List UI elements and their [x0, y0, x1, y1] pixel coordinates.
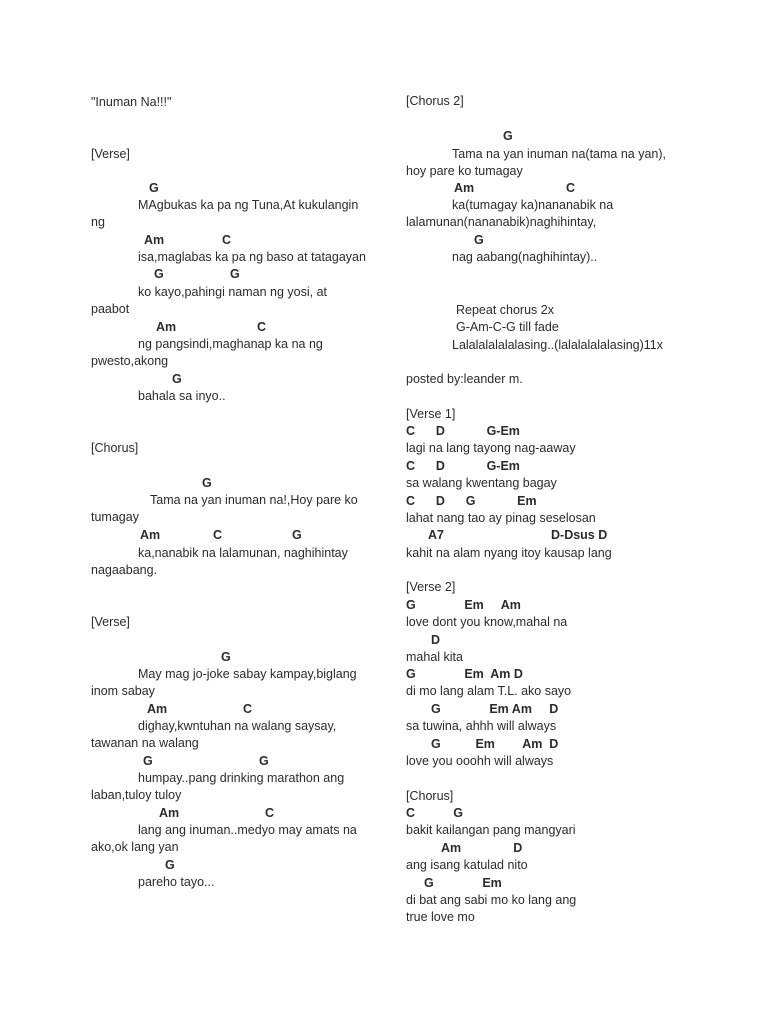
chord: G: [474, 233, 484, 247]
lyric-line: love dont you know,mahal na: [406, 615, 568, 629]
chord: C: [243, 702, 253, 716]
lyric-line: laban,tuloy tuloy: [91, 788, 182, 802]
chord: G: [149, 181, 159, 195]
chord: C: [222, 233, 232, 247]
lyric-line: Tama na yan inuman na!,Hoy pare ko: [150, 493, 358, 507]
section-label-verse-1: [Verse 1]: [406, 407, 456, 421]
lyric-line: mahal kita: [406, 650, 463, 664]
chord: A7: [428, 528, 444, 542]
chord-line: G Em: [424, 876, 502, 890]
section-label-chorus-2: [Chorus 2]: [406, 94, 464, 108]
lyric-line: isa,maglabas ka pa ng baso at tatagayan: [138, 250, 366, 264]
lyric-line: ka,nanabik na lalamunan, naghihintay: [138, 546, 348, 560]
lyric-line: hoy pare ko tumagay: [406, 164, 523, 178]
chord: Am: [156, 320, 177, 334]
lyric-line: MAgbukas ka pa ng Tuna,At kukulangin: [138, 198, 359, 212]
chord-line: G Em Am D: [431, 737, 559, 751]
chord-line: C D G-Em: [406, 424, 520, 438]
lyric-line: inom sabay: [91, 684, 155, 698]
song-title: "Inuman Na!!!": [91, 95, 172, 109]
lyric-line: sa tuwina, ahhh will always: [406, 719, 557, 733]
lyric-line: pwesto,akong: [91, 354, 169, 368]
lyric-line: true love mo: [406, 910, 475, 924]
chord-line: G Em Am D: [406, 667, 523, 681]
chord: C: [566, 181, 576, 195]
section-label-verse: [Verse]: [91, 615, 130, 629]
lyric-line: Lalalalalalalasing..(lalalalalalasing)11x: [452, 338, 664, 352]
lyric-line: ang isang katulad nito: [406, 858, 528, 872]
lyric-line: bahala sa inyo..: [138, 389, 226, 403]
lyric-line: lang ang inuman..medyo may amats na: [138, 823, 357, 837]
lyric-line: sa walang kwentang bagay: [406, 476, 557, 490]
lyric-line: kahit na alam nyang itoy kausap lang: [406, 546, 612, 560]
lyric-line: pareho tayo...: [138, 875, 215, 889]
chord: Am: [159, 806, 180, 820]
chord: G: [221, 650, 231, 664]
chord-line: C G: [406, 806, 463, 820]
section-label-chorus: [Chorus]: [406, 789, 454, 803]
chord: G: [143, 754, 153, 768]
chord: G: [503, 129, 513, 143]
chord: Am: [140, 528, 161, 542]
chord-line: C D G-Em: [406, 459, 520, 473]
chord: Am: [454, 181, 475, 195]
lyric-line: lagi na lang tayong nag-aaway: [406, 441, 576, 455]
lyric-line: tawanan na walang: [91, 736, 199, 750]
lyric-line: ka(tumagay ka)nananabik na: [452, 198, 614, 212]
lyric-line: ng: [91, 215, 105, 229]
chord: Am: [147, 702, 168, 716]
chord: D-Dsus D: [551, 528, 608, 542]
chord: C: [257, 320, 267, 334]
section-label-verse-2: [Verse 2]: [406, 580, 456, 594]
fade-instruction: G-Am-C-G till fade: [456, 320, 559, 334]
section-label-chorus: [Chorus]: [91, 441, 139, 455]
chord: G: [172, 372, 182, 386]
lyric-line: lahat nang tao ay pinag seselosan: [406, 511, 596, 525]
chord: G: [165, 858, 175, 872]
posted-by: posted by:leander m.: [406, 372, 523, 386]
chord: G: [292, 528, 302, 542]
lyric-line: nag aabang(naghihintay)..: [452, 250, 598, 264]
section-label-verse: [Verse]: [91, 147, 130, 161]
lyric-line: ko kayo,pahingi naman ng yosi, at: [138, 285, 328, 299]
chord: C: [265, 806, 275, 820]
lyric-line: nagaabang.: [91, 563, 158, 577]
chord-line: G Em Am D: [431, 702, 559, 716]
lyric-line: lalamunan(nananabik)naghihintay,: [406, 215, 597, 229]
lyric-line: dighay,kwntuhan na walang saysay,: [138, 719, 337, 733]
repeat-instruction: Repeat chorus 2x: [456, 303, 554, 317]
chord-line: C D G Em: [406, 494, 537, 508]
lyric-line: humpay..pang drinking marathon ang: [138, 771, 345, 785]
chord-line: G Em Am: [406, 598, 521, 612]
lyric-line: ako,ok lang yan: [91, 840, 179, 854]
lyric-line: tumagay: [91, 510, 139, 524]
chord: C: [213, 528, 223, 542]
lyric-line: love you ooohh will always: [406, 754, 554, 768]
lyric-line: bakit kailangan pang mangyari: [406, 823, 576, 837]
chord: G: [154, 267, 164, 281]
chord: G: [259, 754, 269, 768]
chord-line: Am D: [441, 841, 523, 855]
chord: D: [431, 633, 441, 647]
lyric-line: di mo lang alam T.L. ako sayo: [406, 684, 572, 698]
lyric-line: ng pangsindi,maghanap ka na ng: [138, 337, 323, 351]
lyric-line: Tama na yan inuman na(tama na yan),: [452, 147, 667, 161]
chord: G: [202, 476, 212, 490]
lyric-line: paabot: [91, 302, 130, 316]
chord: G: [230, 267, 240, 281]
lyric-line: di bat ang sabi mo ko lang ang: [406, 893, 577, 907]
lyric-line: May mag jo-joke sabay kampay,biglang: [138, 667, 357, 681]
chord: Am: [144, 233, 165, 247]
